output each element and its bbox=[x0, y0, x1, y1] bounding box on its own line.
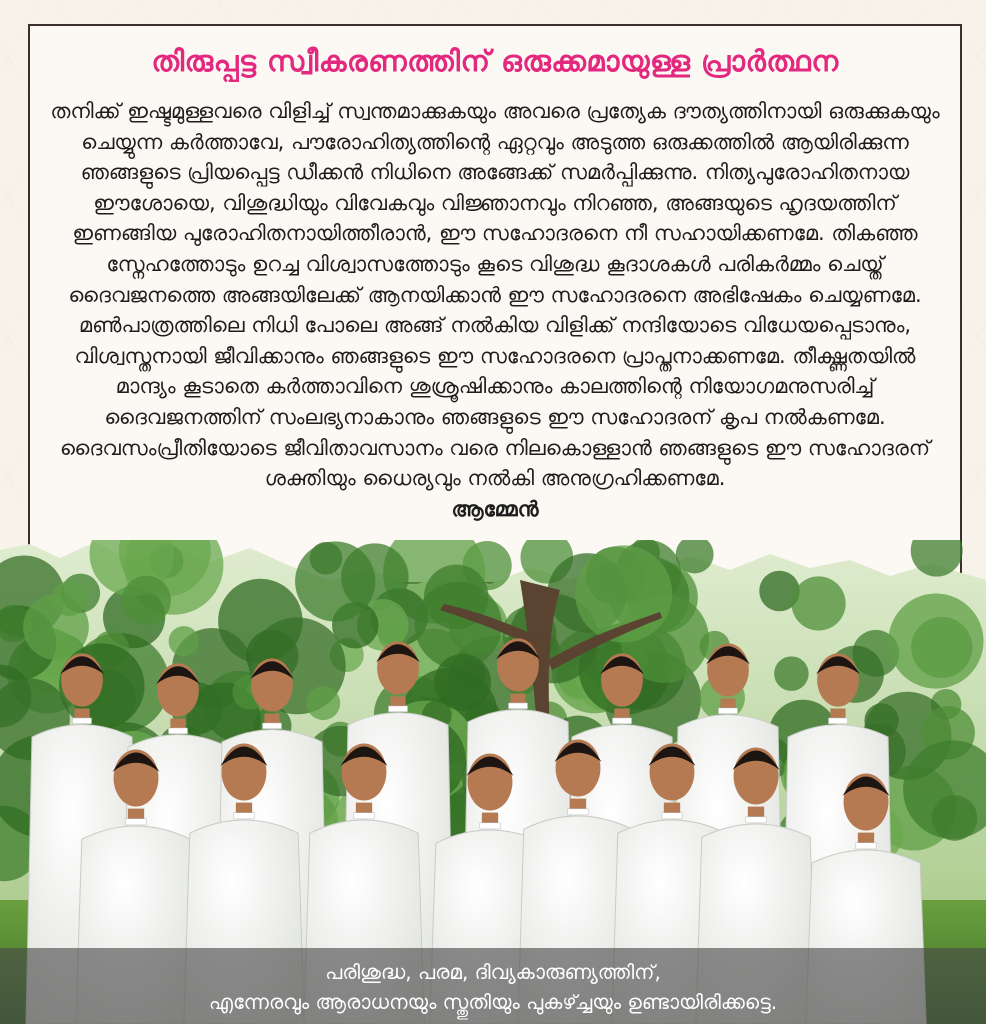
leaf-cluster bbox=[932, 795, 977, 840]
leaf-cluster bbox=[306, 686, 340, 720]
leaf-cluster bbox=[792, 576, 846, 630]
leaf-cluster bbox=[122, 576, 171, 625]
prayer-line: ചെയ്യുന്ന കർത്താവേ, പൗരോഹിത്യത്തിന്റെ ഏറ്റവും അടുത്ത ഒരുക്കത്തിൽ ആയിരിക്കുന്ന bbox=[81, 129, 909, 154]
doxology-band bbox=[0, 948, 986, 1024]
prayer-line: ഞങ്ങളുടെ പ്രിയപ്പെട്ട ഡീക്കൻ നിധിനെ അങ്ങേക്ക് സമർപ്പിക്കുന്നു. നിത്യപുരോഹിതനായ bbox=[80, 160, 910, 185]
group-photo bbox=[0, 540, 986, 1024]
leaf-cluster bbox=[774, 656, 809, 691]
prayer-body bbox=[44, 96, 946, 524]
doxology-line: പരിശുദ്ധ, പരമ, ദിവ്യകാരുണ്യത്തിന്, bbox=[325, 960, 661, 984]
prayer-line: സ്നേഹത്തോടും ഉറച്ച വിശ്വാസത്തോടും കൂടെ വിശുദ്ധ കൂദാശകൾ പരികർമ്മം ചെയ്ത് bbox=[106, 251, 884, 276]
doxology-line: എന്നേരവും ആരാധനയും സ്തുതിയും പുകഴ്ച്ചയും ഉണ്ടായിരിക്കട്ടെ. bbox=[208, 990, 778, 1014]
prayer-line: ദൈവജനത്തിന് സംലഭ്യനാകാനും ഞങ്ങളുടെ ഈ സഹോദരന് കൃപ നൽകണമേ. bbox=[104, 404, 886, 429]
prayer-line: ഈശോയെ, വിശുദ്ധിയും വിവേകവും വിജ്ഞാനവും നിറഞ്ഞ, അങ്ങയുടെ ഹൃദയത്തിന് bbox=[93, 190, 897, 215]
amen-text: ആമ്മേൻ bbox=[451, 496, 539, 521]
prayer-line: വിശ്വസ്തനായി ജീവിക്കാനും ഞങ്ങളുടെ ഈ സഹോദരനെ പ്രാപ്തനാക്കണമേ. തീക്ഷ്ണതയിൽ bbox=[74, 343, 916, 368]
prayer-line: ശക്തിയും ധൈര്യവും നൽകി അനുഗ്രഹിക്കണമേ. bbox=[264, 466, 726, 491]
leaf-cluster bbox=[169, 626, 199, 656]
prayer-title: തിരുപ്പട്ട സ്വീകരണത്തിന് ഒരുക്കമായുള്ള പ്രാർത്ഥന bbox=[151, 44, 839, 78]
leaf-cluster bbox=[52, 581, 87, 616]
prayer-line: ദൈവജനത്തെ അങ്ങയിലേക്ക് ആനയിക്കാൻ ഈ സഹോദരനെ അഭിഷേകം ചെയ്യണമേ. bbox=[68, 282, 922, 307]
prayer-line: ദൈവസംപ്രീതിയോടെ ജീവിതാവസാനം വരെ നിലകൊള്ളാൻ ഞങ്ങളുടെ ഈ സഹോദരന് bbox=[59, 435, 931, 460]
prayer-line: മാന്ദ്യം കൂടാതെ കർത്താവിനെ ശുശ്രൂഷിക്കാനും കാലത്തിന്റെ നിയോഗമനുസരിച്ച് bbox=[115, 374, 875, 399]
prayer-line: തനിക്ക് ഇഷ്ടമുള്ളവരെ വിളിച്ച് സ്വന്തമാക്കുകയും അവരെ പ്രത്യേക ദൗത്യത്തിനായി ഒരുക്കുകയും bbox=[50, 99, 940, 123]
prayer-line: മൺപാത്രത്തിലെ നിധി പോലെ അങ്ങ് നൽകിയ വിളിക്ക് നന്ദിയോടെ വിധേയപ്പെടാനും, bbox=[78, 313, 912, 338]
leaf-cluster bbox=[295, 541, 375, 621]
prayer-line: ഇണങ്ങിയ പുരോഹിതനായിത്തീരാൻ, ഈ സഹോദരനെ നീ സഹായിക്കണമേ. തികഞ്ഞ bbox=[72, 221, 918, 246]
prayer-box bbox=[28, 24, 962, 584]
leaf-cluster bbox=[888, 594, 983, 689]
leaf-cluster bbox=[434, 654, 491, 711]
